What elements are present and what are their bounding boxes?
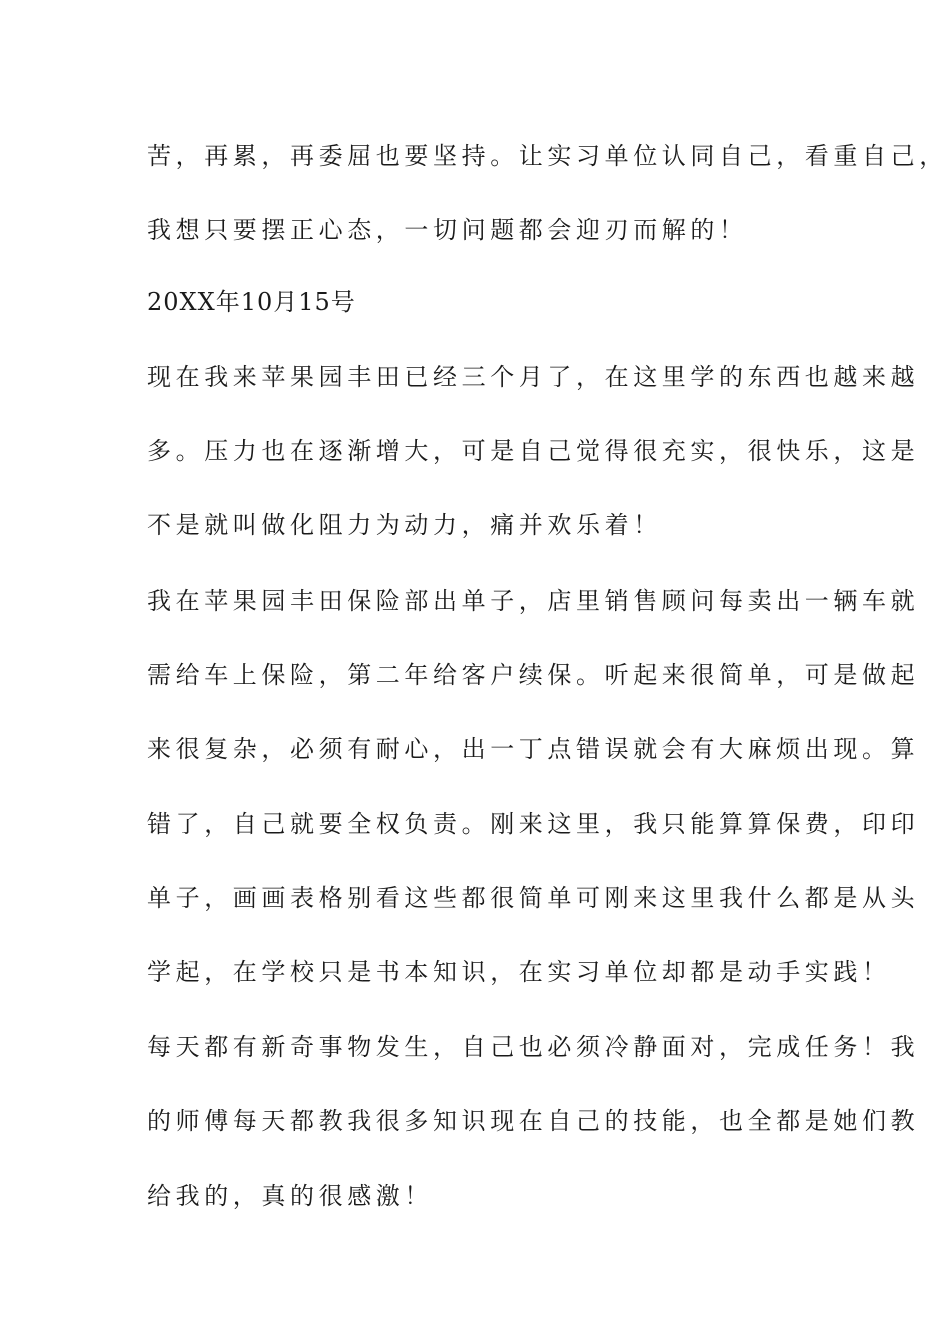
date-heading: 20XX年10月15号: [147, 288, 356, 316]
text-line: 的师傅每天都教我很多知识现在自己的技能，也全都是她们教: [147, 1107, 920, 1135]
text-line: 现在我来苹果园丰田已经三个月了，在这里学的东西也越来越: [147, 363, 920, 391]
text-line: 我在苹果园丰田保险部出单子，店里销售顾问每卖出一辆车就: [147, 587, 920, 615]
text-line: 我想只要摆正心态，一切问题都会迎刃而解的！: [147, 216, 748, 244]
text-line: 苦，再累，再委屈也要坚持。让实习单位认同自己，看重自己，: [147, 142, 948, 170]
text-line: 给我的，真的很感激！: [147, 1182, 433, 1210]
text-line: 来很复杂，必须有耐心，出一丁点错误就会有大麻烦出现。算: [147, 735, 920, 763]
text-line: 每天都有新奇事物发生，自己也必须冷静面对，完成任务！我: [147, 1033, 920, 1061]
text-line: 单子，画画表格别看这些都很简单可刚来这里我什么都是从头: [147, 884, 920, 912]
text-line: 多。压力也在逐渐增大，可是自己觉得很充实，很快乐，这是: [147, 437, 920, 465]
text-line: 需给车上保险，第二年给客户续保。听起来很简单，可是做起: [147, 661, 920, 689]
text-line: 错了，自己就要全权负责。刚来这里，我只能算算保费，印印: [147, 810, 920, 838]
text-line: 学起，在学校只是书本知识，在实习单位却都是动手实践！: [147, 958, 891, 986]
text-line: 不是就叫做化阻力为动力，痛并欢乐着！: [147, 511, 662, 539]
